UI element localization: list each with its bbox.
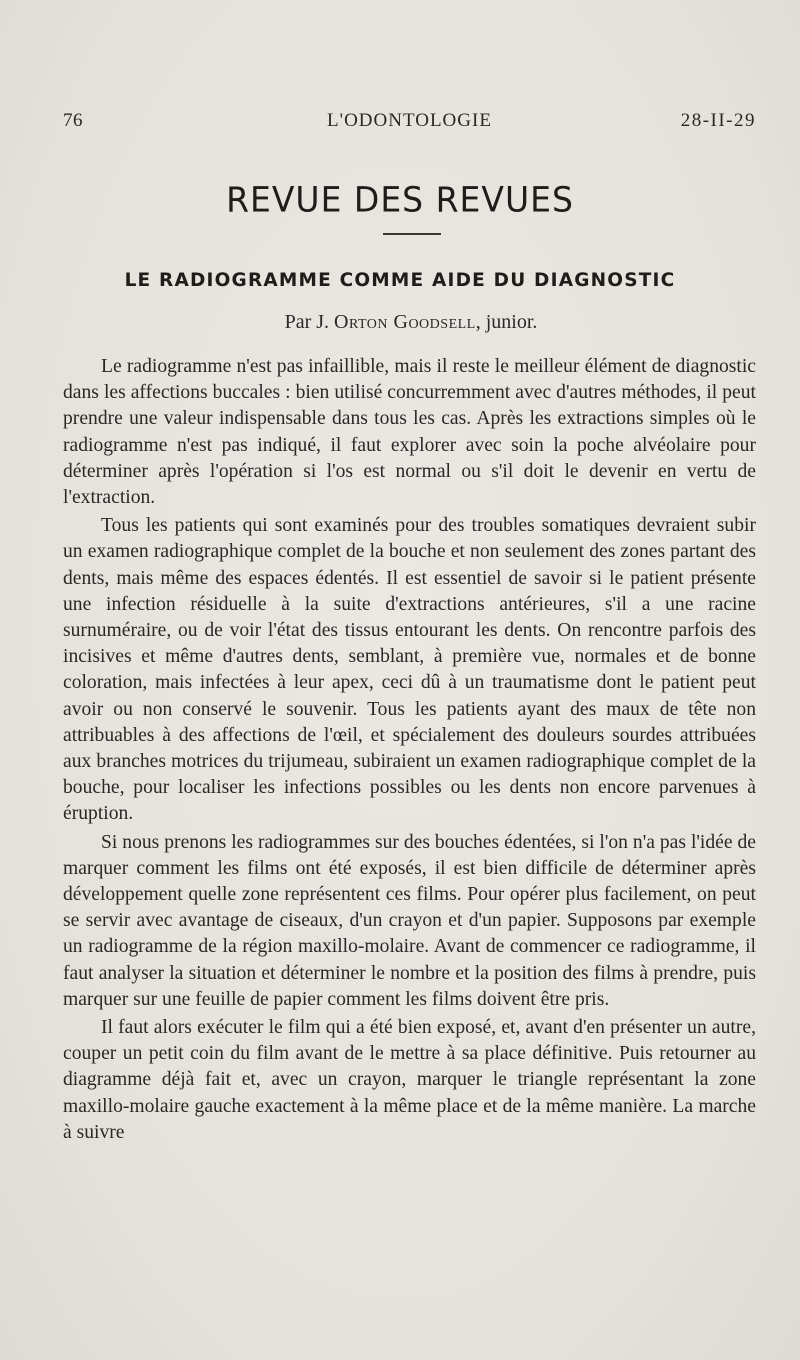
issue-date: 28-II-29 — [680, 110, 756, 131]
byline-prefix: Par J. — [284, 311, 330, 333]
article-title: LE RADIOGRAMME COMME AIDE DU DIAGNOSTIC — [124, 270, 676, 291]
running-head — [63, 110, 756, 138]
paragraph: Il faut alors exécuter le film qui a été bien exposé, et, avant d'en présenter un autre, couper un petit coin du film avant de le mettre à sa place définitive. Puis retourner au diagramme déjà fait et, avec un crayon, marquer le triangle représentant la zone maxillo-molaire gauche exactement à la même place et de la même manière. La marche à suivre — [63, 1017, 756, 1143]
paragraph: Tous les patients qui sont examinés pour des troubles somatiques devraient subir un examen radiographique complet de la bouche et non seulement des zones partant des dents, mais même des espaces édentés. Il est essentiel de savoir si le patient présente une infection résiduelle à la suite d'extractions antérieures, s'il a une racine surnuméraire, ou de voir l'état des tissus entourant les dents. On rencontre parfois des incisives et même d'autres dents, semblant, à première vue, normales et de bonne coloration, mais infectées à leur apex, ceci dû à un traumatisme dont le patient peut avoir ou non conservé le souvenir. Tous les patients ayant des maux de tête non attribuables à des affections de l'œil, et spécialement des douleurs sourdes attribuées aux branches motrices du trijumeau, subiraient un examen radiographique complet de la bouche, pour localiser les infections possibles ou les dents non encore parvenues à éruption. — [63, 515, 756, 825]
paragraph: Le radiogramme n'est pas infaillible, mais il reste le meilleur élément de diagnostic dans les affections buccales : bien utilisé concurremment avec d'autres méthodes, il peut prendre une valeur indispensable dans tous les cas. Après les extractions simples où le radiogramme n'est pas indiqué, il faut explorer avec soin la poche alvéolaire pour déterminer après l'opération si l'os est normal ou s'il doit le devenir en vertu de l'extraction. — [63, 356, 756, 509]
byline — [0, 311, 800, 334]
journal-title: L'ODONTOLOGIE — [327, 110, 492, 131]
title-divider — [383, 233, 441, 235]
section-title: REVUE DES REVUES — [226, 179, 574, 220]
byline-suffix: , junior. — [475, 311, 538, 333]
author-name: Orton Goodsell — [334, 311, 476, 333]
paragraph: Si nous prenons les radiogrammes sur des bouches édentées, si l'on n'a pas l'idée de marquer comment les films ont été exposés, il est bien difficile de déterminer après développement quelle zone représentent ces films. Pour opérer plus facilement, on peut se servir avec avantage de ciseaux, d'un crayon et d'un papier. Supposons par exemple un radiogramme de la région maxillo-molaire. Avant de commencer ce radiogramme, il faut analyser la situation et déterminer le nombre et la position des films à prendre, puis marquer sur une feuille de papier comment les films doivent être pris. — [63, 831, 756, 1010]
page-number: 76 — [63, 110, 83, 131]
article-body — [63, 354, 756, 1146]
